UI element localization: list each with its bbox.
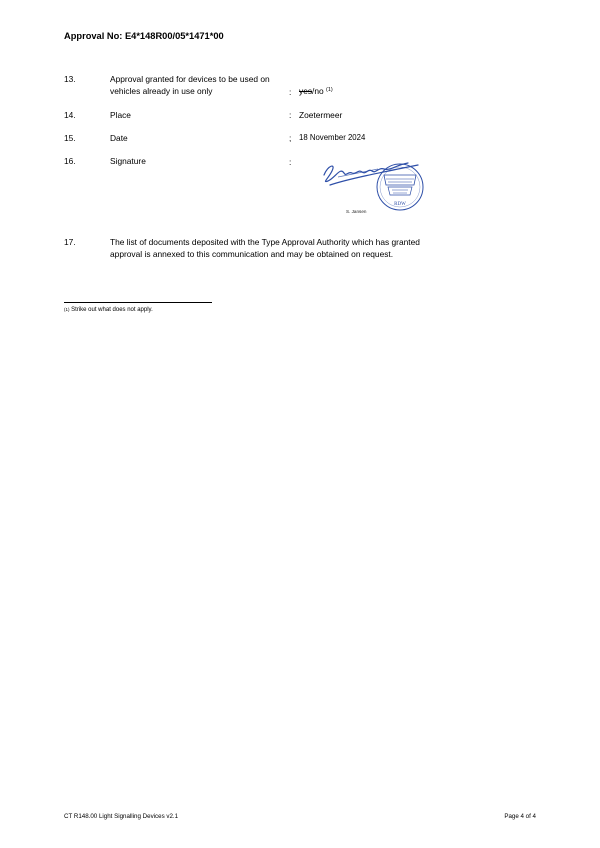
item-17-text-line1: The list of documents deposited with the Type Approval Authority which has granted (110, 237, 420, 247)
handwritten-signature-stroke (324, 163, 418, 185)
item-15-value: 18 November 2024 (299, 133, 366, 142)
item-13-footnote-ref: (1) (326, 87, 333, 93)
footer-document-id: CT R148.00 Light Signalling Devices v2.1 (64, 813, 179, 820)
approval-number-header: Approval No: E4*148R00/05*1471*00 (64, 31, 224, 41)
item-13-value-struck: yes (299, 86, 313, 96)
item-15-label: Date (110, 133, 128, 143)
signer-name: S. Jansen (346, 209, 367, 214)
rdw-stamp-seal (377, 164, 423, 210)
item-16-label: Signature (110, 156, 146, 166)
item-17-text-line2: approval is annexed to this communication and may be obtained on request. (110, 249, 394, 259)
item-16-colon: : (289, 157, 292, 167)
item-14-colon: : (289, 110, 292, 120)
item-14-number: 14. (64, 110, 76, 120)
signature-block (318, 155, 436, 221)
footnote-separator (64, 302, 212, 303)
item-13-value (299, 86, 333, 97)
item-15-colon: ; (289, 133, 292, 143)
item-16-number: 16. (64, 156, 76, 166)
footnote-marker: (1) (64, 307, 70, 312)
item-13-number: 13. (64, 74, 76, 84)
item-13-colon: : (289, 87, 292, 97)
footnote (64, 307, 153, 313)
item-13-label-line1: Approval granted for devices to be used on (110, 74, 270, 84)
item-14-label: Place (110, 110, 131, 120)
item-13-label-line2: vehicles already in use only (110, 86, 213, 96)
stamp-rdw-text: RDW (394, 202, 406, 207)
item-14-value: Zoetermeer (299, 110, 343, 120)
item-17-number: 17. (64, 237, 76, 247)
item-13-value-rest: /no (312, 86, 324, 96)
footnote-text: Strike out what does not apply. (71, 307, 153, 313)
signature-stamp-graphic (318, 155, 436, 221)
footer-page-number: Page 4 of 4 (504, 813, 536, 820)
item-15-number: 15. (64, 133, 76, 143)
